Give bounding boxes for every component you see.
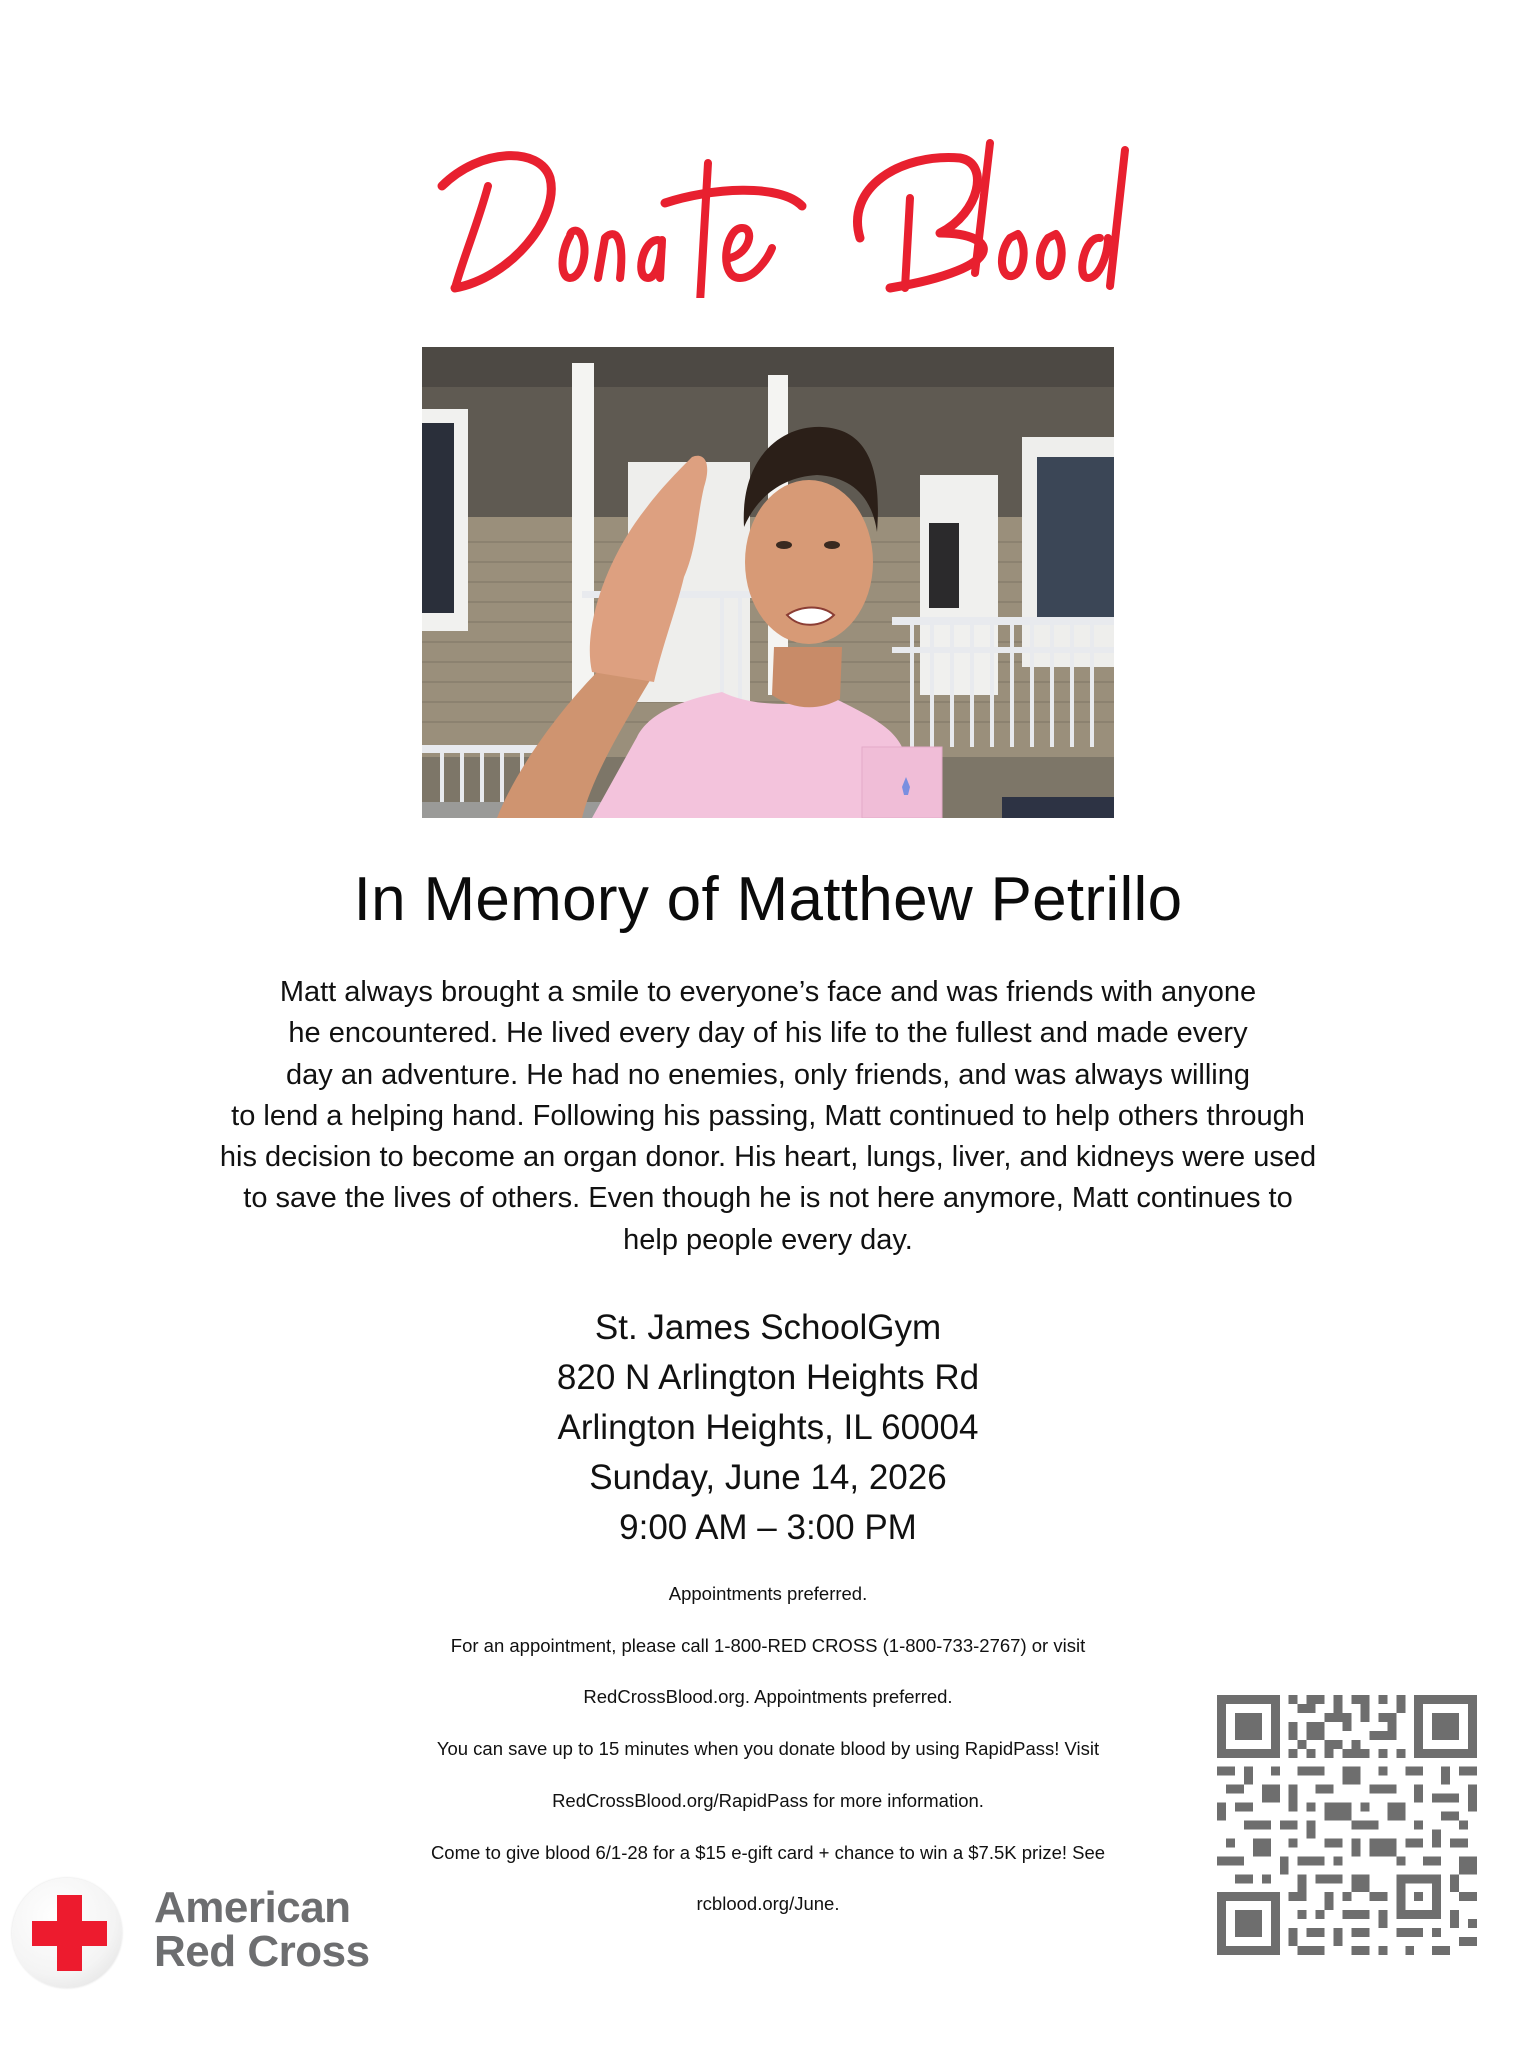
story-line: to lend a helping hand. Following his passing, Matt continued to help others through	[231, 1099, 1305, 1132]
story-line: he encountered. He lived every day of his life to the fullest and made every	[288, 1017, 1248, 1050]
story-line: Matt always brought a smile to everyone’s face and was friends with anyone	[279, 976, 1257, 1008]
event-street: 820 N Arlington Heights Rd	[556, 1358, 980, 1397]
fine-print-line: For an appointment, please call 1-800-RED CROSS (1-800-733-2767) or visit	[450, 1634, 1086, 1656]
fine-print-line: RedCrossBlood.org/RapidPass for more information.	[552, 1789, 984, 1811]
event-venue: St. James SchoolGym	[594, 1308, 942, 1347]
fine-print-line: rcblood.org/June.	[696, 1893, 840, 1915]
cross-horizontal-bar	[32, 1921, 107, 1946]
qr-code-icon[interactable]	[1217, 1695, 1477, 1955]
fine-print-line: RedCrossBlood.org. Appointments preferred.	[583, 1686, 953, 1708]
logo-line-2: Red Cross	[154, 1927, 370, 1976]
logo-wordmark	[154, 1883, 370, 1976]
fine-print-line: Come to give blood 6/1-28 for a $15 e-gift card + chance to win a $7.5K prize! See	[430, 1841, 1106, 1863]
fine-print-line: You can save up to 15 minutes when you donate blood by using RapidPass! Visit	[436, 1738, 1100, 1760]
logo-line-1: American	[154, 1883, 351, 1932]
event-details	[0, 1303, 1536, 1553]
memorial-story	[150, 972, 1386, 1261]
memorial-photo	[422, 347, 1114, 818]
story-line: to save the lives of others. Even though he is not here anymore, Matt continues to	[243, 1182, 1293, 1215]
fine-print-line: Appointments preferred.	[668, 1583, 868, 1604]
story-line: help people every day.	[623, 1223, 913, 1256]
fine-print	[300, 1568, 1236, 1930]
american-red-cross-logo	[10, 1876, 390, 1994]
story-line: day an adventure. He had no enemies, only friends, and was always willing	[286, 1058, 1250, 1091]
event-date: Sunday, June 14, 2026	[589, 1458, 947, 1497]
memorial-heading: In Memory of Matthew Petrillo	[353, 865, 1183, 934]
donate-blood-title	[420, 128, 1140, 298]
story-line: his decision to become an organ donor. His heart, lungs, liver, and kidneys were used	[219, 1141, 1317, 1174]
event-city: Arlington Heights, IL 60004	[557, 1408, 979, 1447]
red-cross-icon	[12, 1878, 122, 1988]
event-time: 9:00 AM – 3:00 PM	[619, 1508, 917, 1547]
